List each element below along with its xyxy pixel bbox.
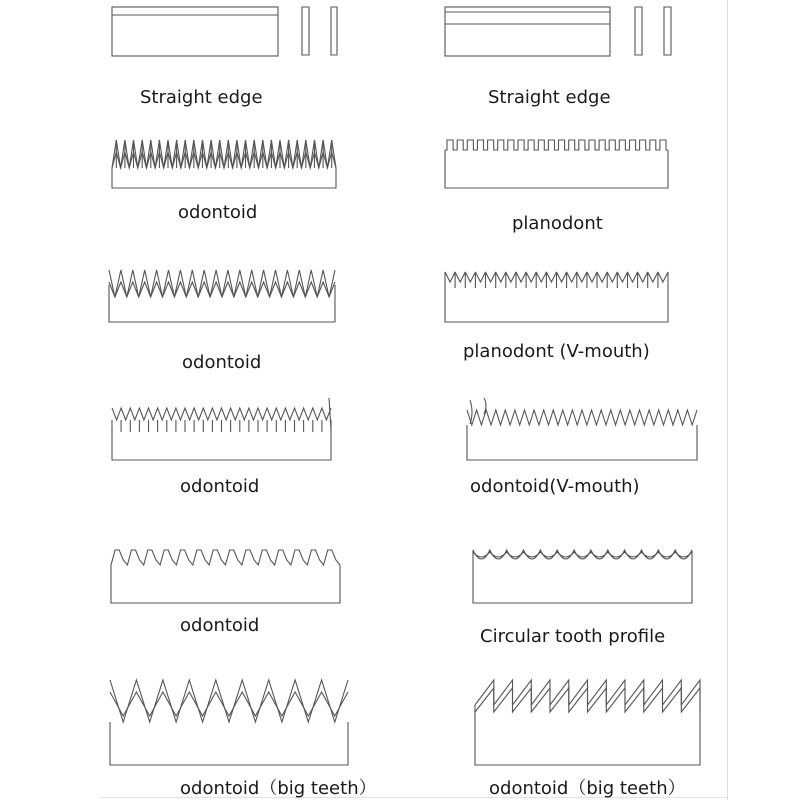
label-odontoid-1: odontoid [178,202,258,223]
blade-straight-edge-right [445,7,671,56]
label-odontoid-big-teeth-left: odontoid（big teeth） [180,778,377,799]
label-straight-edge-right: Straight edge [488,87,611,108]
label-odontoid-big-teeth-right: odontoid（big teeth） [489,778,686,799]
blade-odontoid-flat-top [111,550,340,603]
blade-circular-tooth [473,550,692,603]
label-straight-edge-left: Straight edge [140,87,263,108]
blade-odontoid-big-teeth-right [475,680,700,765]
label-odontoid-4: odontoid [180,615,260,636]
label-odontoid-2: odontoid [182,352,262,373]
label-circular-tooth-profile: Circular tooth profile [480,626,666,647]
blade-odontoid-v-mouth [467,398,697,460]
label-planodont: planodont [512,213,603,234]
label-odontoid-v-mouth: odontoid(V-mouth) [470,476,640,497]
label-planodont-v-mouth: planodont (V-mouth) [463,341,650,362]
label-odontoid-3: odontoid [180,476,260,497]
blade-odontoid-small [112,398,331,460]
blade-odontoid-medium [109,270,335,322]
blade-straight-edge-left [112,7,337,56]
blade-planodont [445,140,668,188]
blade-odontoid-big-teeth-left [110,680,348,765]
blade-planodont-v-mouth [445,272,668,322]
blade-odontoid-fine [112,140,336,188]
